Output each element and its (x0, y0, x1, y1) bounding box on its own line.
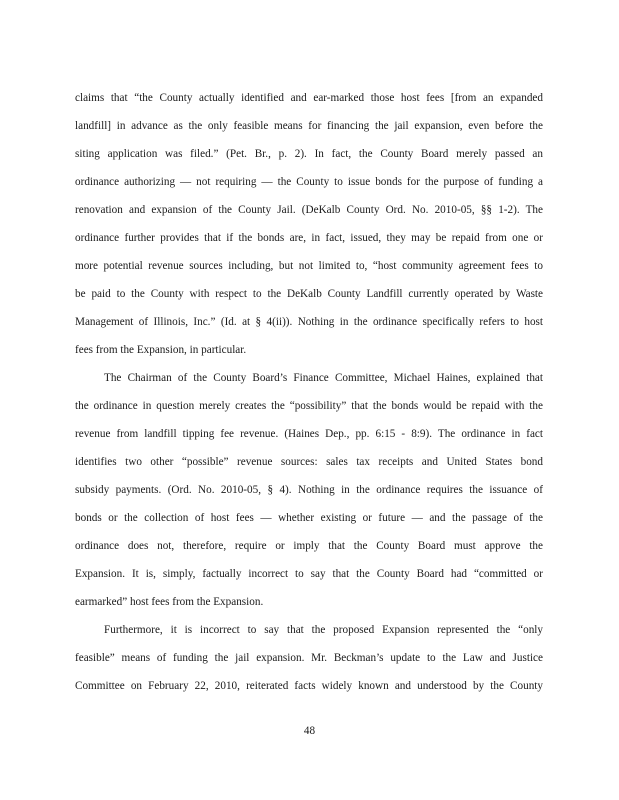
text-line: identifies two other “possible” revenue sources: sales tax receipts and United States bond (75, 456, 543, 468)
text-line: bonds or the collection of host fees — whether existing or future — and the passage of the (75, 512, 543, 524)
text-line: be paid to the County with respect to the DeKalb County Landfill currently operated by Waste (75, 288, 543, 300)
text-line: Committee on February 22, 2010, reiterated facts widely known and understood by the County (75, 680, 543, 692)
paragraph-end-line: fees from the Expansion, in particular. (75, 344, 247, 356)
text-line: revenue from landfill tipping fee revenue. (Haines Dep., pp. 6:15 - 8:9). The ordinance in fact (75, 428, 543, 440)
text-line: siting application was filed.” (Pet. Br., p. 2). In fact, the County Board merely passed an (75, 148, 543, 160)
paragraph-first-line: Furthermore, it is incorrect to say that the proposed Expansion represented the “only (104, 624, 543, 636)
text-line: Expansion. It is, simply, factually incorrect to say that the County Board had “committed or (75, 568, 543, 580)
paragraph-end-line: earmarked” host fees from the Expansion. (75, 596, 264, 608)
text-line: renovation and expansion of the County Jail. (DeKalb County Ord. No. 2010-05, §§ 1-2). The (75, 204, 543, 216)
text-line: feasible” means of funding the jail expansion. Mr. Beckman’s update to the Law and Justice (75, 652, 543, 664)
text-line: Management of Illinois, Inc.” (Id. at § 4(ii)). Nothing in the ordinance specifically refers to host (75, 316, 543, 328)
text-line: the ordinance in question merely creates the “possibility” that the bonds would be repaid with the (75, 400, 543, 412)
text-line: claims that “the County actually identified and ear-marked those host fees [from an expanded (75, 92, 543, 104)
text-line: ordinance authorizing — not requiring — the County to issue bonds for the purpose of funding a (75, 176, 543, 188)
paragraph-first-line: The Chairman of the County Board’s Finance Committee, Michael Haines, explained that (104, 372, 543, 384)
text-line: landfill] in advance as the only feasible means for financing the jail expansion, even before the (75, 120, 543, 132)
text-line: more potential revenue sources including, but not limited to, “host community agreement fees to (75, 260, 543, 272)
page-number: 48 (303, 725, 316, 737)
text-line: ordinance further provides that if the bonds are, in fact, issued, they may be repaid from one or (75, 232, 543, 244)
text-line: ordinance does not, therefore, require or imply that the County Board must approve the (75, 540, 543, 552)
text-line: subsidy payments. (Ord. No. 2010-05, § 4). Nothing in the ordinance requires the issuance of (75, 484, 543, 496)
